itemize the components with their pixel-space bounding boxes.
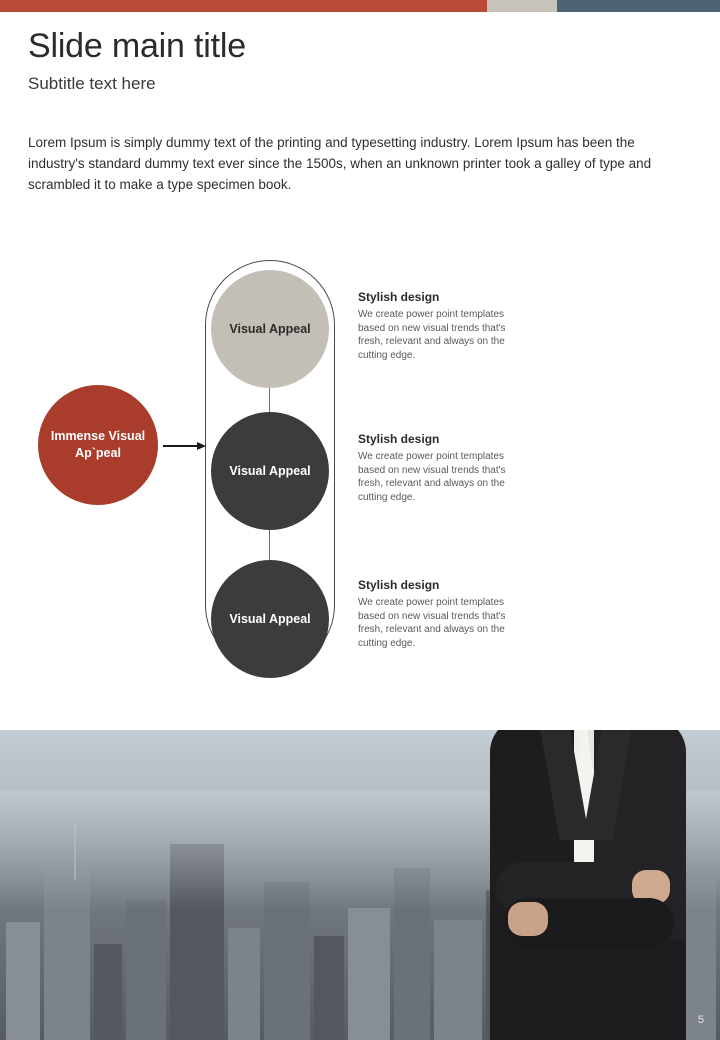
diagram-node-3-label: Visual Appeal: [229, 611, 311, 626]
building: [228, 928, 260, 1040]
callout-2-text: We create power point templates based on new visual trends that's fresh, relevant and always on the cutting edge.: [358, 451, 506, 503]
callout-1: [358, 290, 528, 362]
businesswoman-photo: [472, 730, 702, 1040]
building: [94, 944, 122, 1040]
callout-2: [358, 432, 528, 504]
diagram-node-1[interactable]: [211, 270, 329, 388]
body-paragraph: Lorem Ipsum is simply dummy text of the printing and typesetting industry. Lorem Ipsum has been the industry's standard dummy text ever since the 1500s, when an unknown printer took a galley of type and scrambled it to make a type specimen book.: [28, 135, 652, 192]
diagram: [0, 250, 720, 690]
callout-3-title: Stylish design: [358, 578, 440, 592]
torso-lower: [490, 940, 686, 1040]
diagram-node-1-label: Visual Appeal: [229, 321, 311, 336]
building: [348, 908, 390, 1040]
hand-lower: [508, 902, 548, 936]
diagram-main-node-label: Immense Visual Ap`peal: [50, 429, 146, 460]
callout-3: [358, 578, 528, 650]
diagram-node-3[interactable]: [211, 560, 329, 678]
topbar-segment-red: [0, 0, 487, 12]
page-number: 5: [697, 1014, 704, 1026]
heading-block: [28, 24, 688, 94]
callout-1-title: Stylish design: [358, 290, 440, 304]
top-color-bar: [0, 0, 720, 12]
building: [6, 922, 40, 1040]
callout-3-text: We create power point templates based on new visual trends that's fresh, relevant and always on the cutting edge.: [358, 597, 506, 649]
topbar-segment-blue: [557, 0, 720, 12]
building: [126, 900, 166, 1040]
diagram-node-2-label: Visual Appeal: [229, 463, 311, 478]
arrow-icon: [163, 442, 207, 450]
callout-2-title: Stylish design: [358, 432, 440, 446]
diagram-node-2[interactable]: [211, 412, 329, 530]
page-title: Slide main title: [28, 27, 246, 65]
arrow-shaft: [163, 445, 199, 447]
page-subtitle: Subtitle text here: [28, 74, 156, 93]
topbar-segment-beige: [487, 0, 557, 12]
diagram-main-node[interactable]: [38, 385, 158, 505]
callout-1-text: We create power point templates based on new visual trends that's fresh, relevant and always on the cutting edge.: [358, 309, 506, 361]
building: [314, 936, 344, 1040]
photo-band: [0, 730, 720, 1040]
arrow-head: [197, 442, 206, 450]
